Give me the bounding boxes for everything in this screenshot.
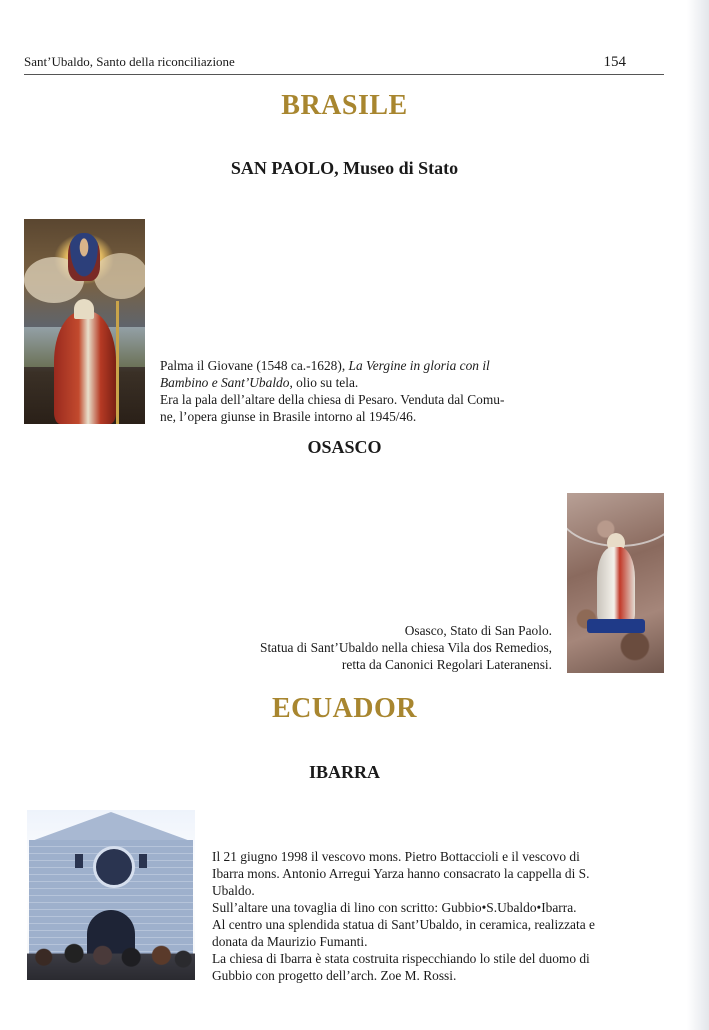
painting-crozier: [116, 301, 119, 424]
place-heading-ibarra: IBARRA: [308, 762, 380, 782]
painting-caption: [160, 357, 540, 425]
church-rose-window: [93, 846, 135, 888]
painting-caption-line-2: [160, 374, 540, 391]
church-caption: [212, 848, 652, 984]
painting-caption-author: Palma il Giovane (1548 ca.-1628),: [160, 358, 349, 373]
statue-sant-ubaldo-osasco-image: [567, 493, 664, 673]
statue-caption-line-1: Osasco, Stato di San Paolo.: [404, 623, 552, 638]
running-header: [24, 54, 664, 75]
painting-caption-title-part-1: La Vergine in gloria con il: [348, 358, 490, 373]
church-caption-line-5: Al centro una splendida statua di Sant’Ubaldo, in ceramica, realizzata e: [212, 917, 595, 932]
church-caption-line-1: Il 21 giugno 1998 il vescovo mons. Pietro Bottaccioli e il vescovo di: [212, 849, 580, 864]
statue-body: [597, 547, 635, 625]
painting-caption-line-4: ne, l’opera giunse in Brasile intorno al 1945/46.: [160, 409, 417, 424]
statue-caption: [200, 622, 552, 673]
country-heading-brasile: BRASILE: [281, 90, 408, 121]
painting-caption-line-1: [160, 357, 540, 374]
church-caption-line-7: La chiesa di Ibarra è stata costruita rispecchiando lo stile del duomo di: [212, 951, 590, 966]
painting-madonna: [68, 233, 100, 281]
church-ibarra-image: [27, 810, 195, 980]
church-window-right: [139, 854, 147, 868]
running-title: Sant’Ubaldo, Santo della riconciliazione: [24, 54, 235, 69]
church-caption-line-8: Gubbio con progetto dell’arch. Zoe M. Rossi.: [212, 968, 457, 983]
statue-base: [587, 619, 645, 633]
church-caption-line-2: Ibarra mons. Antonio Arregui Yarza hanno consacrato la cappella di S.: [212, 866, 590, 881]
church-gable: [29, 812, 193, 842]
painting-caption-medium: , olio su tela.: [289, 375, 359, 390]
statue-caption-line-2: Statua di Sant’Ubaldo nella chiesa Vila dos Remedios,: [260, 640, 552, 655]
painting-cloud-right: [94, 253, 145, 299]
painting-saint: [54, 311, 116, 424]
painting-mitre: [74, 299, 94, 319]
page-number: 154: [603, 54, 626, 70]
place-heading-osasco: OSASCO: [307, 437, 382, 457]
page-edge-shadow: [687, 0, 709, 1030]
place-heading-san-paolo: SAN PAOLO, Museo di Stato: [230, 158, 459, 178]
church-people-group: [27, 942, 195, 980]
statue-caption-line-3: retta da Canonici Regolari Lateranensi.: [341, 657, 552, 672]
church-caption-line-4: Sull’altare una tovaglia di lino con scritto: Gubbio•S.Ubaldo•Ibarra.: [212, 900, 577, 915]
church-caption-line-3: Ubaldo.: [212, 883, 255, 898]
country-heading-ecuador: ECUADOR: [271, 693, 418, 724]
painting-caption-line-3: Era la pala dell’altare della chiesa di Pesaro. Venduta dal Comu-: [160, 392, 505, 407]
church-window-left: [75, 854, 83, 868]
painting-vergine-in-gloria-image: [24, 219, 145, 424]
painting-caption-title-part-2: Bambino e Sant’Ubaldo: [160, 375, 290, 390]
church-caption-line-6: donata da Maurizio Fumanti.: [212, 934, 368, 949]
